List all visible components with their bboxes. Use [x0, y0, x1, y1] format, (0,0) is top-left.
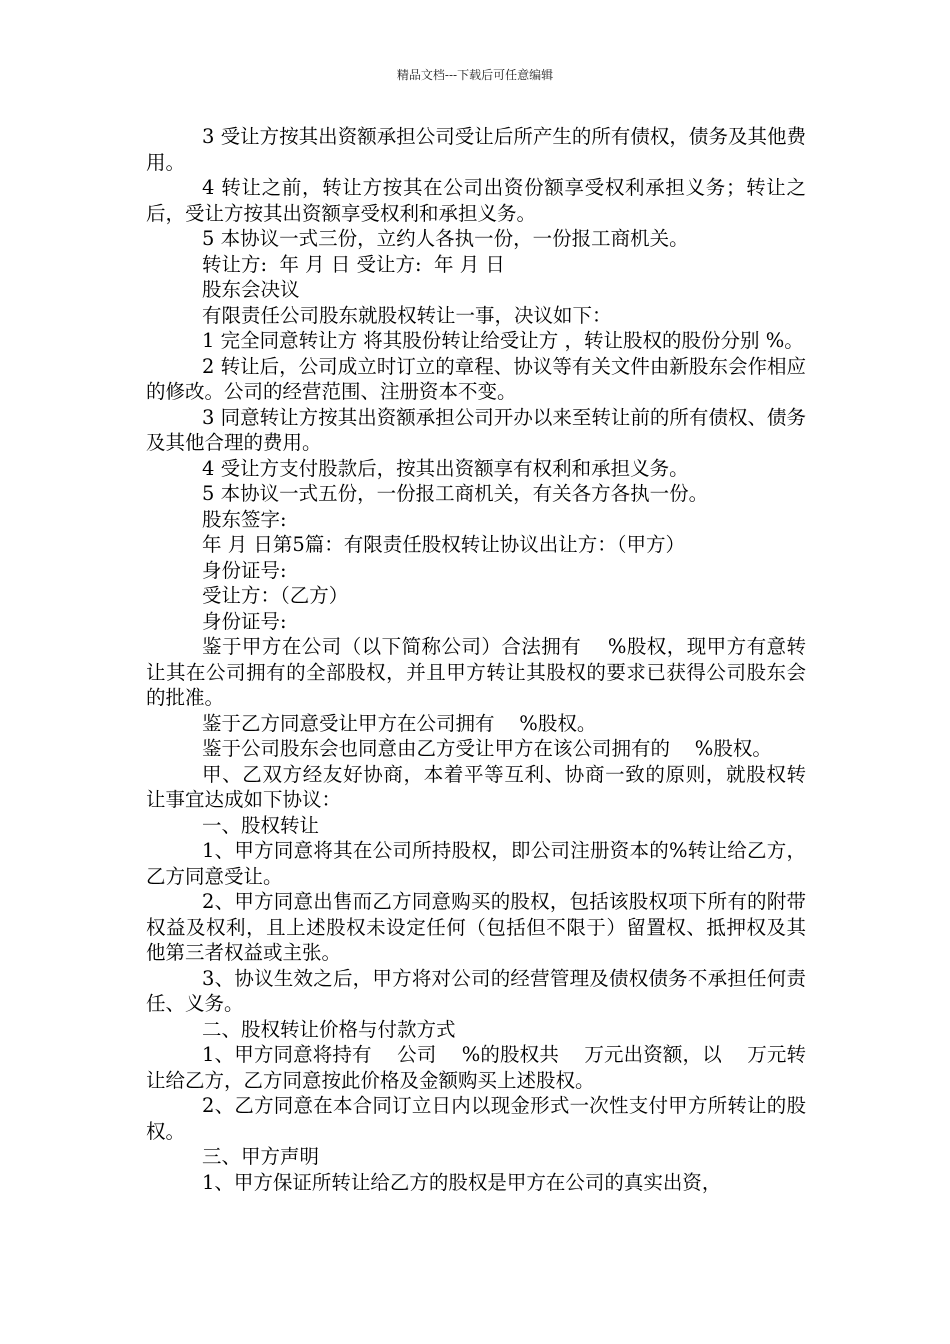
paragraph: 一、股权转让 — [202, 813, 320, 837]
paragraph: 2、甲方同意出售而乙方同意购买的股权，包括该股权项下所有的附带权益及权利，且上述股权未设定任何（包括但不限于）留置权、抵押权及其他第三者权益或主张。 — [146, 890, 806, 964]
paragraph: 股东签字: — [202, 507, 287, 531]
paragraph: 甲、乙双方经友好协商，本着平等互利、协商一致的原则，就股权转让事宜达成如下协议： — [146, 762, 806, 811]
paragraph: 1、甲方同意将其在公司所持股权，即公司注册资本的%转让给乙方，乙方同意受让。 — [146, 839, 806, 888]
paragraph: 身份证号: — [202, 609, 287, 633]
paragraph: 鉴于乙方同意受让甲方在公司拥有 %股权。 — [202, 711, 597, 735]
paragraph: 3、协议生效之后，甲方将对公司的经营管理及债权债务不承担任何责任、义务。 — [146, 966, 806, 1015]
paragraph: 股东会决议 — [202, 278, 300, 301]
paragraph: 2、乙方同意在本合同订立日内以现金形式一次性支付甲方所转让的股权。 — [146, 1094, 806, 1143]
paragraph: 年 月 日第5篇：有限责任股权转让协议出让方：（甲方） — [202, 533, 686, 556]
paragraph: 1 完全同意转让方 将其股份转让给受让方 ，转让股权的股份分别 %。 — [202, 329, 804, 352]
paragraph: 鉴于公司股东会也同意由乙方受让甲方在该公司拥有的 %股权。 — [202, 737, 772, 760]
page-header: 精品文档---下载后可任意编辑 — [396, 68, 554, 82]
paragraph: 身份证号: — [202, 558, 287, 582]
paragraph: 5 本协议一式五份，一份报工商机关，有关各方各执一份。 — [202, 482, 709, 505]
paragraph: 三、甲方声明 — [202, 1145, 320, 1168]
paragraph: 转让方: 年 月 日 受让方: 年 月 日 — [202, 252, 505, 276]
paragraph: 1、甲方保证所转让给乙方的股权是甲方在公司的真实出资， — [202, 1170, 722, 1194]
paragraph: 鉴于甲方在公司（以下简称公司）合法拥有 %股权，现甲方有意转让其在公司拥有的全部股权，并且甲方转让其股权的要求已获得公司股东会的批准。 — [146, 635, 806, 709]
paragraph: 1、甲方同意将持有 公司 %的股权共 万元出资额，以 万元转让给乙方，乙方同意按此价格及金额购买上述股权。 — [146, 1043, 806, 1092]
document-body — [146, 124, 806, 1195]
paragraph: 受让方：（乙方） — [202, 584, 349, 607]
paragraph: 2 转让后，公司成立时订立的章程、协议等有关文件由新股东会作相应的修改。公司的经营范围、注册资本不变。 — [146, 354, 806, 403]
paragraph: 3 同意转让方按其出资额承担公司开办以来至转让前的所有债权、债务及其他合理的费用。 — [146, 405, 806, 454]
paragraph: 3 受让方按其出资额承担公司受让后所产生的所有债权，债务及其他费用。 — [146, 125, 806, 174]
paragraph: 4 受让方支付股款后，按其出资额享有权利和承担义务。 — [202, 456, 689, 480]
paragraph: 4 转让之前，转让方按其在公司出资份额享受权利承担义务；转让之后，受让方按其出资额享受权利和承担义务。 — [146, 176, 806, 225]
paragraph: 有限责任公司股东就股权转让一事，决议如下： — [202, 303, 612, 327]
paragraph: 二、股权转让价格与付款方式 — [202, 1017, 456, 1041]
paragraph: 5 本协议一式三份，立约人各执一份，一份报工商机关。 — [202, 227, 689, 250]
